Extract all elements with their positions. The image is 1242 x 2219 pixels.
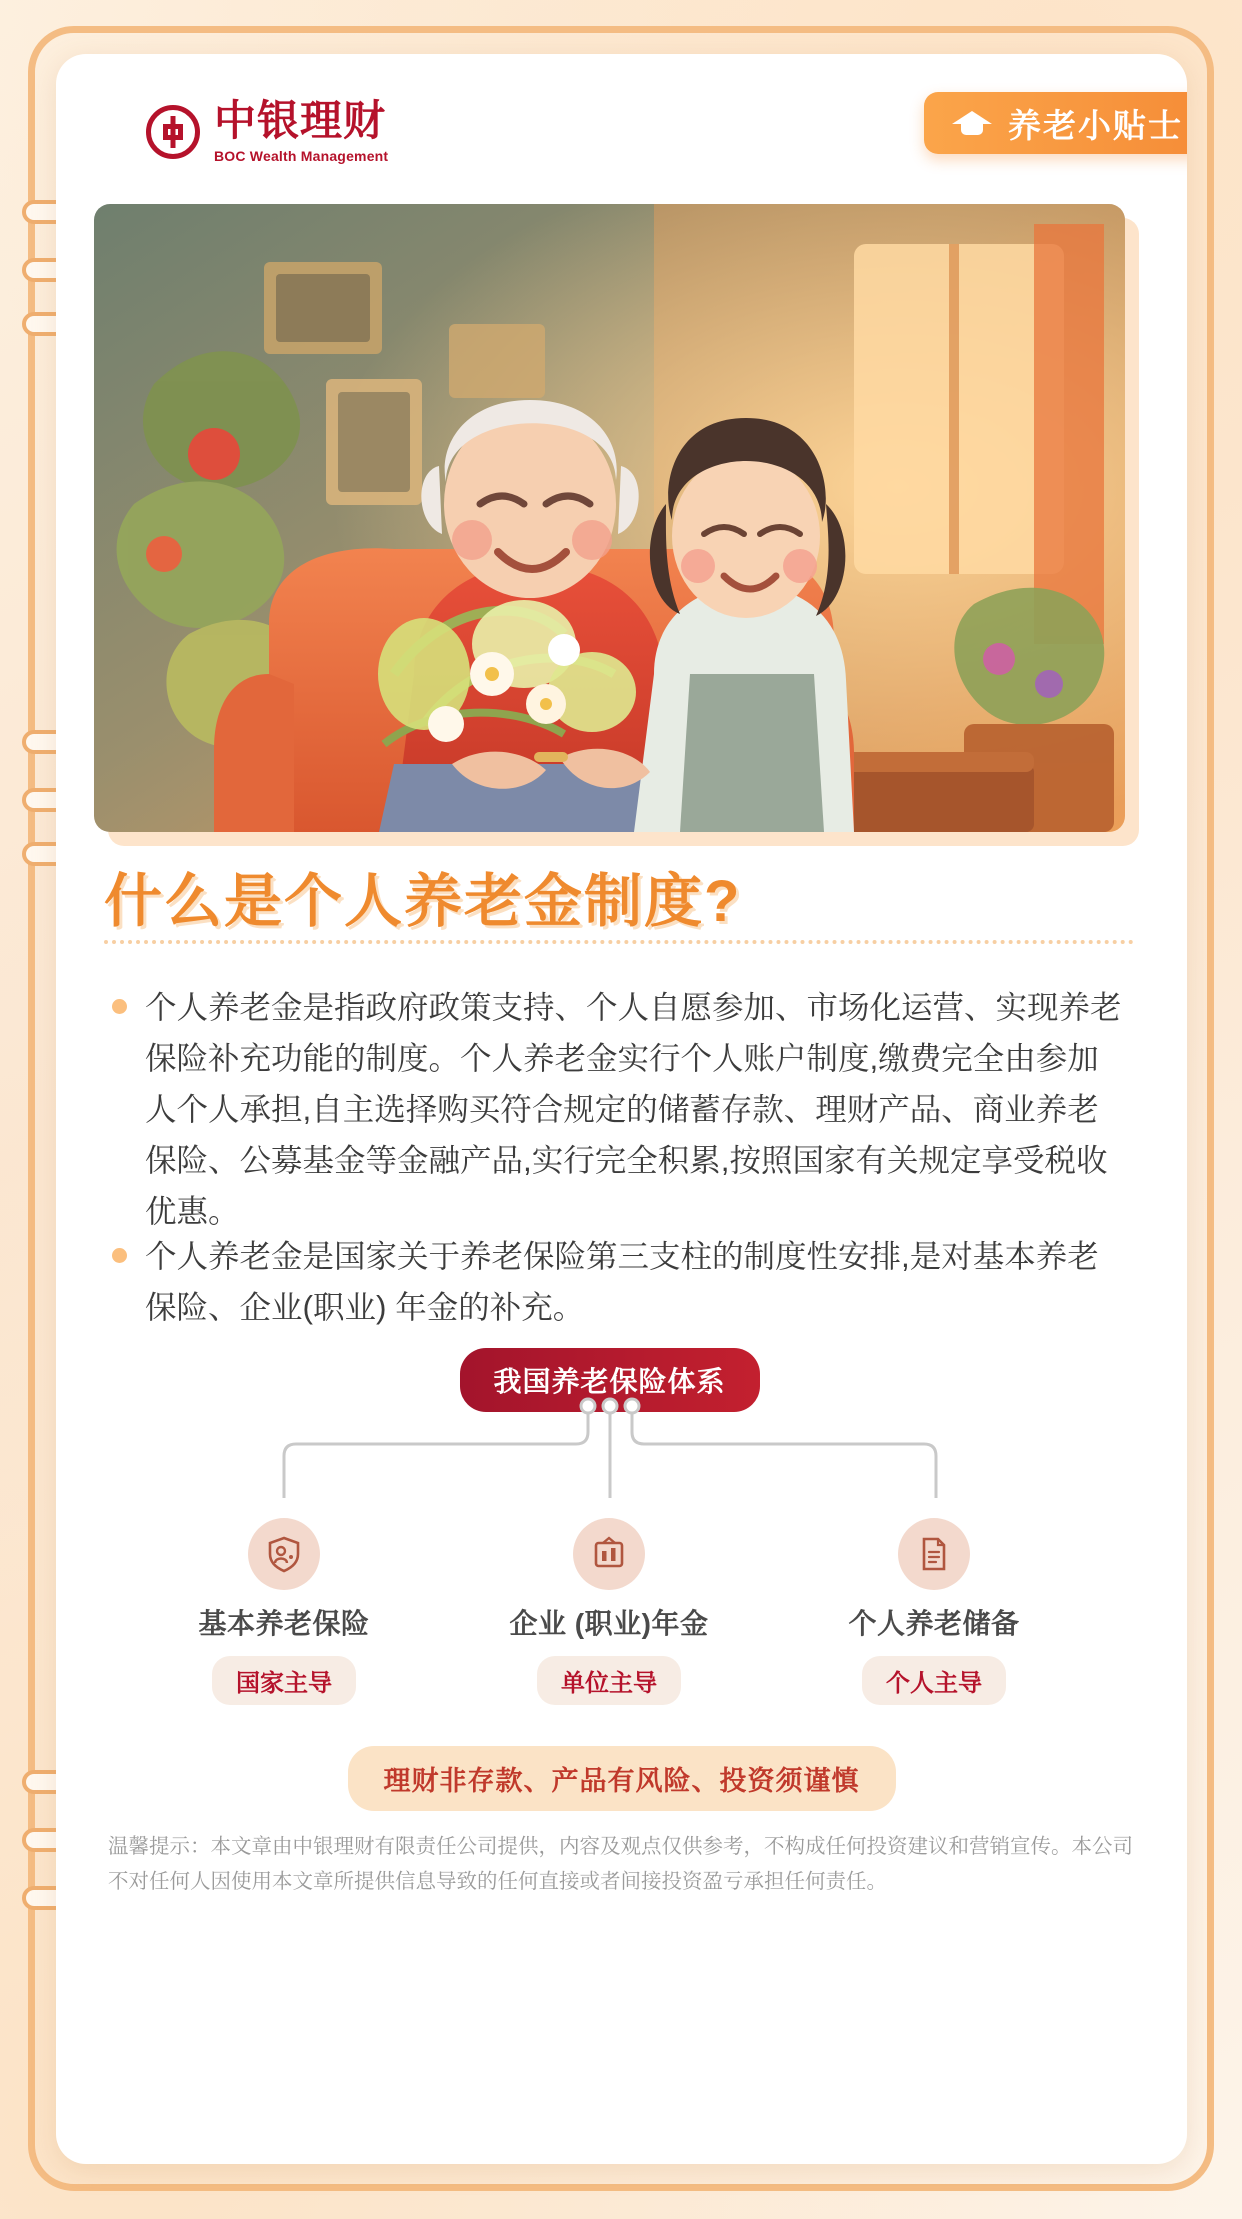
page-title: 什么是个人养老金制度? xyxy=(104,869,742,934)
pillar-name: 个人养老储备 xyxy=(848,1608,1020,1639)
pillar-tag: 个人主导 xyxy=(862,1656,1006,1705)
poster-card xyxy=(56,54,1187,2164)
body-paragraph xyxy=(112,982,1130,1237)
tip-badge-label: 养老小贴士 xyxy=(1008,106,1183,144)
boc-circle-logo-icon xyxy=(146,105,200,159)
pillar-node xyxy=(444,1518,774,1705)
graduation-cap-icon xyxy=(952,109,992,137)
body-paragraph xyxy=(112,1231,1130,1333)
chart-bar-icon xyxy=(573,1518,645,1590)
paragraph-text: 个人养老金是指政府政策支持、个人自愿参加、市场化运营、实现养老保险补充功能的制度。个人养老金实行个人账户制度,缴费完全由参加人个人承担,自主选择购买符合规定的储蓄存款、理财产品、商业养老保险、公募基金等金融产品,实行完全积累,按照国家有关规定享受税收优惠。 xyxy=(145,989,1122,1230)
bullet-dot-icon xyxy=(112,999,127,1014)
document-icon xyxy=(898,1518,970,1590)
pillar-name: 企业 (职业)年金 xyxy=(509,1608,709,1639)
brand-name-cn: 中银理财 xyxy=(214,97,387,144)
paragraph-text: 个人养老金是国家关于养老保险第三支柱的制度性安排,是对基本养老保险、企业(职业) 年金的补充。 xyxy=(145,1238,1099,1326)
brand-logo xyxy=(146,97,389,164)
tip-badge xyxy=(924,92,1187,154)
pillar-name: 基本养老保险 xyxy=(198,1608,370,1639)
title-divider xyxy=(104,940,1134,944)
hero-illustration xyxy=(94,204,1125,832)
disclaimer-text: 温馨提示：本文章由中银理财有限责任公司提供，内容及观点仅供参考，不构成任何投资建议和营销宣传。本公司不对任何人因使用本文章所提供信息导致的任何直接或者间接投资盈亏承担任何责任。 xyxy=(108,1835,1133,1894)
pillar-tag: 国家主导 xyxy=(212,1656,356,1705)
shield-person-icon xyxy=(248,1518,320,1590)
header xyxy=(56,54,1187,204)
diagram-heading: 我国养老保险体系 xyxy=(459,1348,759,1412)
pension-pillars-diagram xyxy=(94,1348,1125,1697)
risk-warning: 理财非存款、产品有风险、投资须谨慎 xyxy=(348,1746,896,1811)
bullet-dot-icon xyxy=(112,1248,127,1263)
pillar-tag: 单位主导 xyxy=(537,1656,681,1705)
brand-name-en: BOC Wealth Management xyxy=(214,148,389,164)
pillar-node xyxy=(769,1518,1099,1705)
pillar-node xyxy=(119,1518,449,1705)
